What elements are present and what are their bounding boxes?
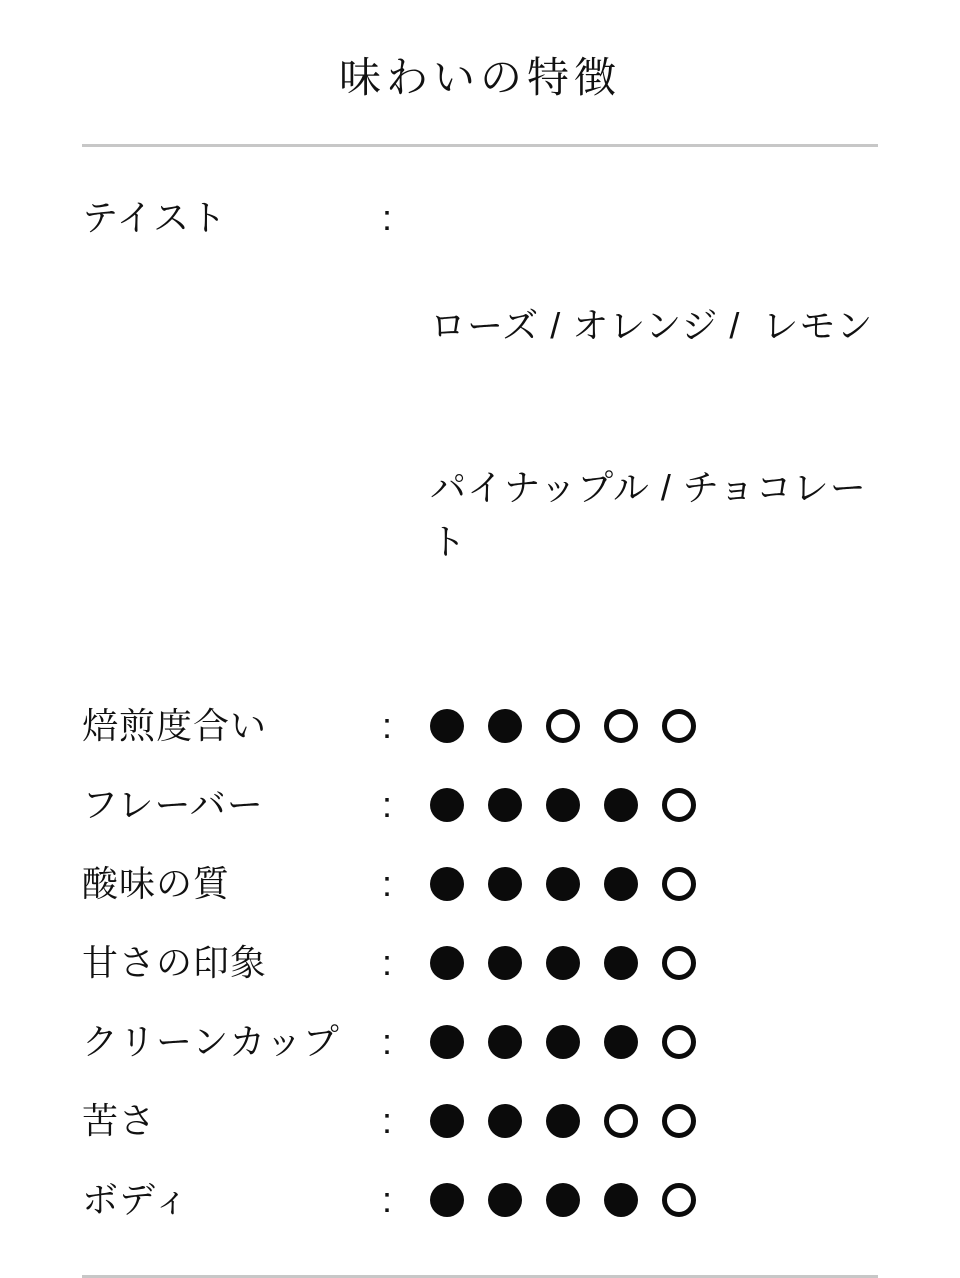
rating-dot-filled (430, 1104, 464, 1138)
rating-dot-empty (546, 709, 580, 743)
rating-dots (430, 1104, 696, 1138)
rating-label: ボディ (82, 1178, 191, 1220)
rating-dot-filled (546, 1104, 580, 1138)
rating-dot-empty (604, 709, 638, 743)
rating-dot-filled (430, 788, 464, 822)
rating-dot-filled (488, 709, 522, 743)
rating-dots (430, 1183, 696, 1217)
rating-dot-empty (662, 1104, 696, 1138)
rating-dot-filled (488, 867, 522, 901)
flavor-profile-table (82, 191, 878, 1239)
rating-dots (430, 946, 696, 980)
rating-dot-filled (488, 1104, 522, 1138)
rating-dots (430, 709, 696, 743)
rating-dot-empty (604, 1104, 638, 1138)
page-title: 味わいの特徴 (338, 54, 621, 101)
top-divider (82, 144, 878, 147)
rating-colon: : (382, 941, 393, 983)
rating-dot-filled (546, 1025, 580, 1059)
rating-row (82, 765, 878, 844)
rating-row (82, 923, 878, 1002)
rating-row (82, 1160, 878, 1239)
taste-value-line1: ローズ / オレンジ / レモン (430, 305, 874, 346)
rating-label: クリーンカップ (82, 1020, 340, 1062)
taste-colon: : (382, 197, 393, 238)
rating-dot-empty (662, 709, 696, 743)
rating-dot-empty (662, 1183, 696, 1217)
rating-colon: : (382, 704, 393, 746)
rating-dot-filled (488, 788, 522, 822)
taste-value (430, 191, 878, 677)
rating-dots (430, 788, 696, 822)
rating-colon: : (382, 783, 393, 825)
rating-dot-empty (662, 946, 696, 980)
rating-row (82, 1002, 878, 1081)
rating-dot-filled (546, 867, 580, 901)
rating-dot-filled (604, 867, 638, 901)
rating-dot-filled (546, 1183, 580, 1217)
rating-dot-filled (546, 946, 580, 980)
taste-value-line2: パイナップル / チョコレート (430, 467, 867, 562)
rating-row (82, 1081, 878, 1160)
rating-label: 苦さ (82, 1099, 157, 1141)
rating-colon: : (382, 1178, 393, 1220)
rating-dot-filled (604, 788, 638, 822)
rating-dot-filled (604, 1183, 638, 1217)
rating-dot-filled (604, 1025, 638, 1059)
taste-label: テイスト (82, 197, 228, 238)
rating-row (82, 686, 878, 765)
rating-dot-filled (488, 946, 522, 980)
rating-colon: : (382, 1099, 393, 1141)
rating-dot-filled (488, 1183, 522, 1217)
rating-row (82, 844, 878, 923)
rating-rows (82, 686, 878, 1239)
rating-colon: : (382, 862, 393, 904)
rating-dot-filled (546, 788, 580, 822)
rating-colon: : (382, 1020, 393, 1062)
rating-dots (430, 1025, 696, 1059)
rating-dot-empty (662, 867, 696, 901)
rating-dot-empty (662, 1025, 696, 1059)
rating-dot-filled (430, 1183, 464, 1217)
rating-dots (430, 867, 696, 901)
rating-dot-filled (604, 946, 638, 980)
rating-label: 焙煎度合い (82, 704, 268, 746)
rating-dot-filled (430, 1025, 464, 1059)
rating-dot-filled (430, 709, 464, 743)
rating-dot-filled (488, 1025, 522, 1059)
rating-label: 酸味の質 (82, 862, 231, 904)
rating-dot-filled (430, 867, 464, 901)
rating-dot-empty (662, 788, 696, 822)
rating-label: フレーバー (82, 783, 264, 825)
rating-label: 甘さの印象 (82, 941, 268, 983)
rating-dot-filled (430, 946, 464, 980)
taste-row (82, 191, 878, 677)
